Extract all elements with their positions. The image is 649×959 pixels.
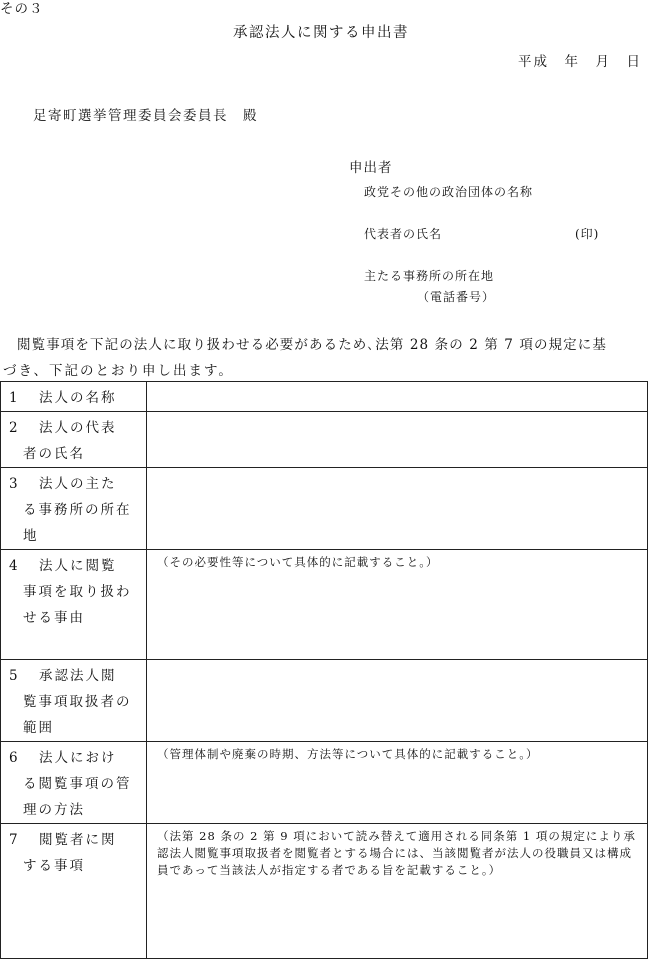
row-number: 6 <box>9 750 20 766</box>
row-number: 3 <box>9 476 20 492</box>
row-label-continuation: 覧事項取扱者の範囲 <box>23 694 132 736</box>
row-label-text: 閲覧者に関 <box>39 832 117 848</box>
table-row <box>1 742 648 824</box>
row-label <box>1 382 147 412</box>
table-row <box>1 660 648 742</box>
document-title: 承認法人に関する申出書 <box>233 25 409 41</box>
row-label <box>1 824 147 959</box>
table-row <box>1 468 648 550</box>
row-label-text: 法人の名称 <box>39 390 117 406</box>
row-label <box>1 468 147 550</box>
application-table <box>0 381 648 959</box>
row-label <box>1 660 147 742</box>
row-value-cell[interactable] <box>147 660 648 742</box>
row-label <box>1 742 147 824</box>
row-label-continuation: 者の氏名 <box>23 446 85 462</box>
row-value-cell[interactable] <box>147 468 648 550</box>
row-value-cell[interactable] <box>147 382 648 412</box>
table-row <box>1 550 648 660</box>
seal-mark: (印) <box>575 227 600 241</box>
request-text-line2: づき、下記のとおり申し出ます。 <box>3 363 234 379</box>
row-number: 1 <box>9 390 20 406</box>
row-value-cell[interactable] <box>147 412 648 468</box>
table-row <box>1 412 648 468</box>
row-label-text: 法人におけ <box>39 750 117 766</box>
row-label-text: 法人の主た <box>39 476 117 492</box>
applicant-heading: 申出者 <box>349 160 393 176</box>
table-row <box>1 382 648 412</box>
row-label <box>1 550 147 660</box>
org-name-label: 政党その他の政治団体の名称 <box>364 185 534 199</box>
office-address-label: 主たる事務所の所在地 <box>364 269 495 283</box>
row-label-continuation: 事項を取り扱わせる事由 <box>23 584 132 626</box>
row-number: 5 <box>9 668 20 684</box>
row-label-text: 法人の代表 <box>39 420 117 436</box>
row-label <box>1 412 147 468</box>
row-label-continuation: る事務所の所在地 <box>23 502 132 544</box>
row-number: 2 <box>9 420 20 436</box>
request-text-line1: 閲覧事項を下記の法人に取り扱わせる必要があるため､法第 28 条の 2 第 7 項の規定に基 <box>17 337 607 353</box>
row-number: 4 <box>9 558 20 574</box>
row-label-text: 承認法人閲 <box>39 668 117 684</box>
form-number: その３ <box>0 1 44 17</box>
phone-label: （電話番号） <box>417 290 496 304</box>
date-line: 平成 年 月 日 <box>518 54 642 70</box>
table-row <box>1 824 648 959</box>
rep-name-label: 代表者の氏名 <box>364 227 443 241</box>
row-label-text: 法人に閲覧 <box>39 558 117 574</box>
row-value-cell[interactable]: （法第 28 条の 2 第 9 項において読み替えて適用される同条第 1 項の規定により承認法人閲覧事項取扱者を閲覧者とする場合には、当該閲覧者が法人の役職員又は構成員であって当該法人が指定する者である旨を記載すること。） <box>147 824 648 959</box>
row-label-continuation: する事項 <box>23 858 85 874</box>
row-value-cell[interactable]: （管理体制や廃棄の時期、方法等について具体的に記載すること。） <box>147 742 648 824</box>
row-label-continuation: る閲覧事項の管理の方法 <box>23 776 132 818</box>
addressee: 足寄町選挙管理委員会委員長 殿 <box>33 108 258 124</box>
row-number: 7 <box>9 832 20 848</box>
row-value-cell[interactable]: （その必要性等について具体的に記載すること。） <box>147 550 648 660</box>
